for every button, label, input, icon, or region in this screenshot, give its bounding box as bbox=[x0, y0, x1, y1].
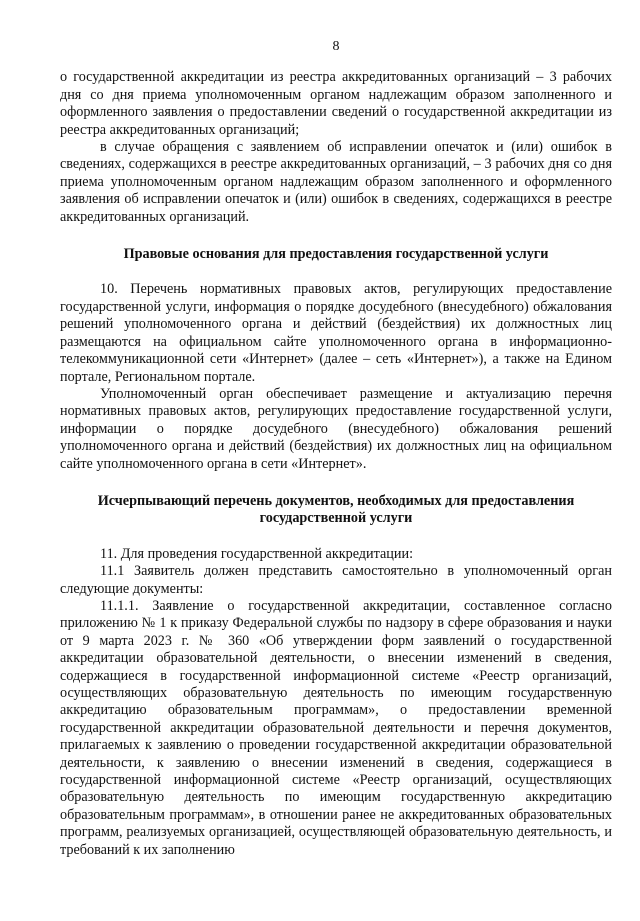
page-number: 8 bbox=[332, 39, 340, 54]
document-page bbox=[60, 38, 612, 859]
section-heading-documents-line2: государственной услуги bbox=[259, 510, 413, 527]
paragraph-correction-errors: в случае обращения с заявлением об исправлении опечаток и (или) ошибок в сведениях, содержащихся в реестре аккредитованных организаций, – 3 рабочих дня со дня приема уполномоченным органом надлежащим образом заполненного и оформленного заявления об исправлении опечаток и (или) ошибок в сведениях, содержащихся в реестре аккредитованных организаций. bbox=[60, 139, 612, 225]
paragraph-11-1-1-application: 11.1.1. Заявление о государственной аккредитации, составленное согласно приложению № 1 к приказу Федеральной службы по надзору в сфере образования и науки от 9 марта 2023 г. № 360 «Об утверждении форм заявлений о государственной аккредитации образовательной деятельности, о внесении изменений в сведения, содержащиеся в государственной информационной системе «Реестр организаций, осуществляющих образовательную деятельность по имеющим государственную аккредитацию образовательным программам», о предоставлении временной государственной аккредитации образовательной деятельности и перечня документов, прилагаемых к заявлению о проведении государственной аккредитации образовательной деятельности, к заявлению о внесении изменений в сведения, содержащиеся в государственной информационной системе «Реестр организаций, осуществляющих образовательную деятельность по имеющим государственную аккредитацию образовательным программам», в отношении ранее не аккредитованных образовательных программ, реализуемых организацией, осуществляющей образовательную деятельность, и требований к их заполнению bbox=[60, 597, 612, 858]
paragraph-authority-publishing: Уполномоченный орган обеспечивает размещение и актуализацию перечня нормативных правовых актов, регулирующих предоставление государственной услуги, информации о порядке досудебного (внесудебного) обжалования решений уполномоченного органа и действий (бездействия) их должностных лиц на официальном сайте уполномоченного органа в сети «Интернет». bbox=[60, 385, 612, 472]
section-heading-documents-line1: Исчерпывающий перечень документов, необходимых для предоставления bbox=[97, 492, 575, 509]
section-heading-legal-basis: Правовые основания для предоставления государственной услуги bbox=[123, 246, 549, 263]
paragraph-11-1-applicant: 11.1 Заявитель должен представить самостоятельно в уполномоченный орган следующие документы: bbox=[60, 563, 612, 597]
paragraph-11-accreditation: 11. Для проведения государственной аккредитации: bbox=[100, 545, 414, 562]
paragraph-10-legal-acts: 10. Перечень нормативных правовых актов, регулирующих предоставление государственной услуги, информация о порядке досудебного (внесудебного) обжалования решений уполномоченного органа и действий (бездействия) их должностных лиц размещаются на официальном сайте уполномоченного органа в информационно-телекоммуникационной сети «Интернет» (далее – сеть «Интернет»), а также на Едином портале, Региональном портале. bbox=[60, 281, 612, 385]
paragraph-registry-extract: о государственной аккредитации из реестра аккредитованных организаций – 3 рабочих дня со дня приема уполномоченным органом надлежащим образом заполненного и оформленного заявления о предоставлении сведений о государственной аккредитации из реестра аккредитованных организаций; bbox=[60, 69, 612, 138]
